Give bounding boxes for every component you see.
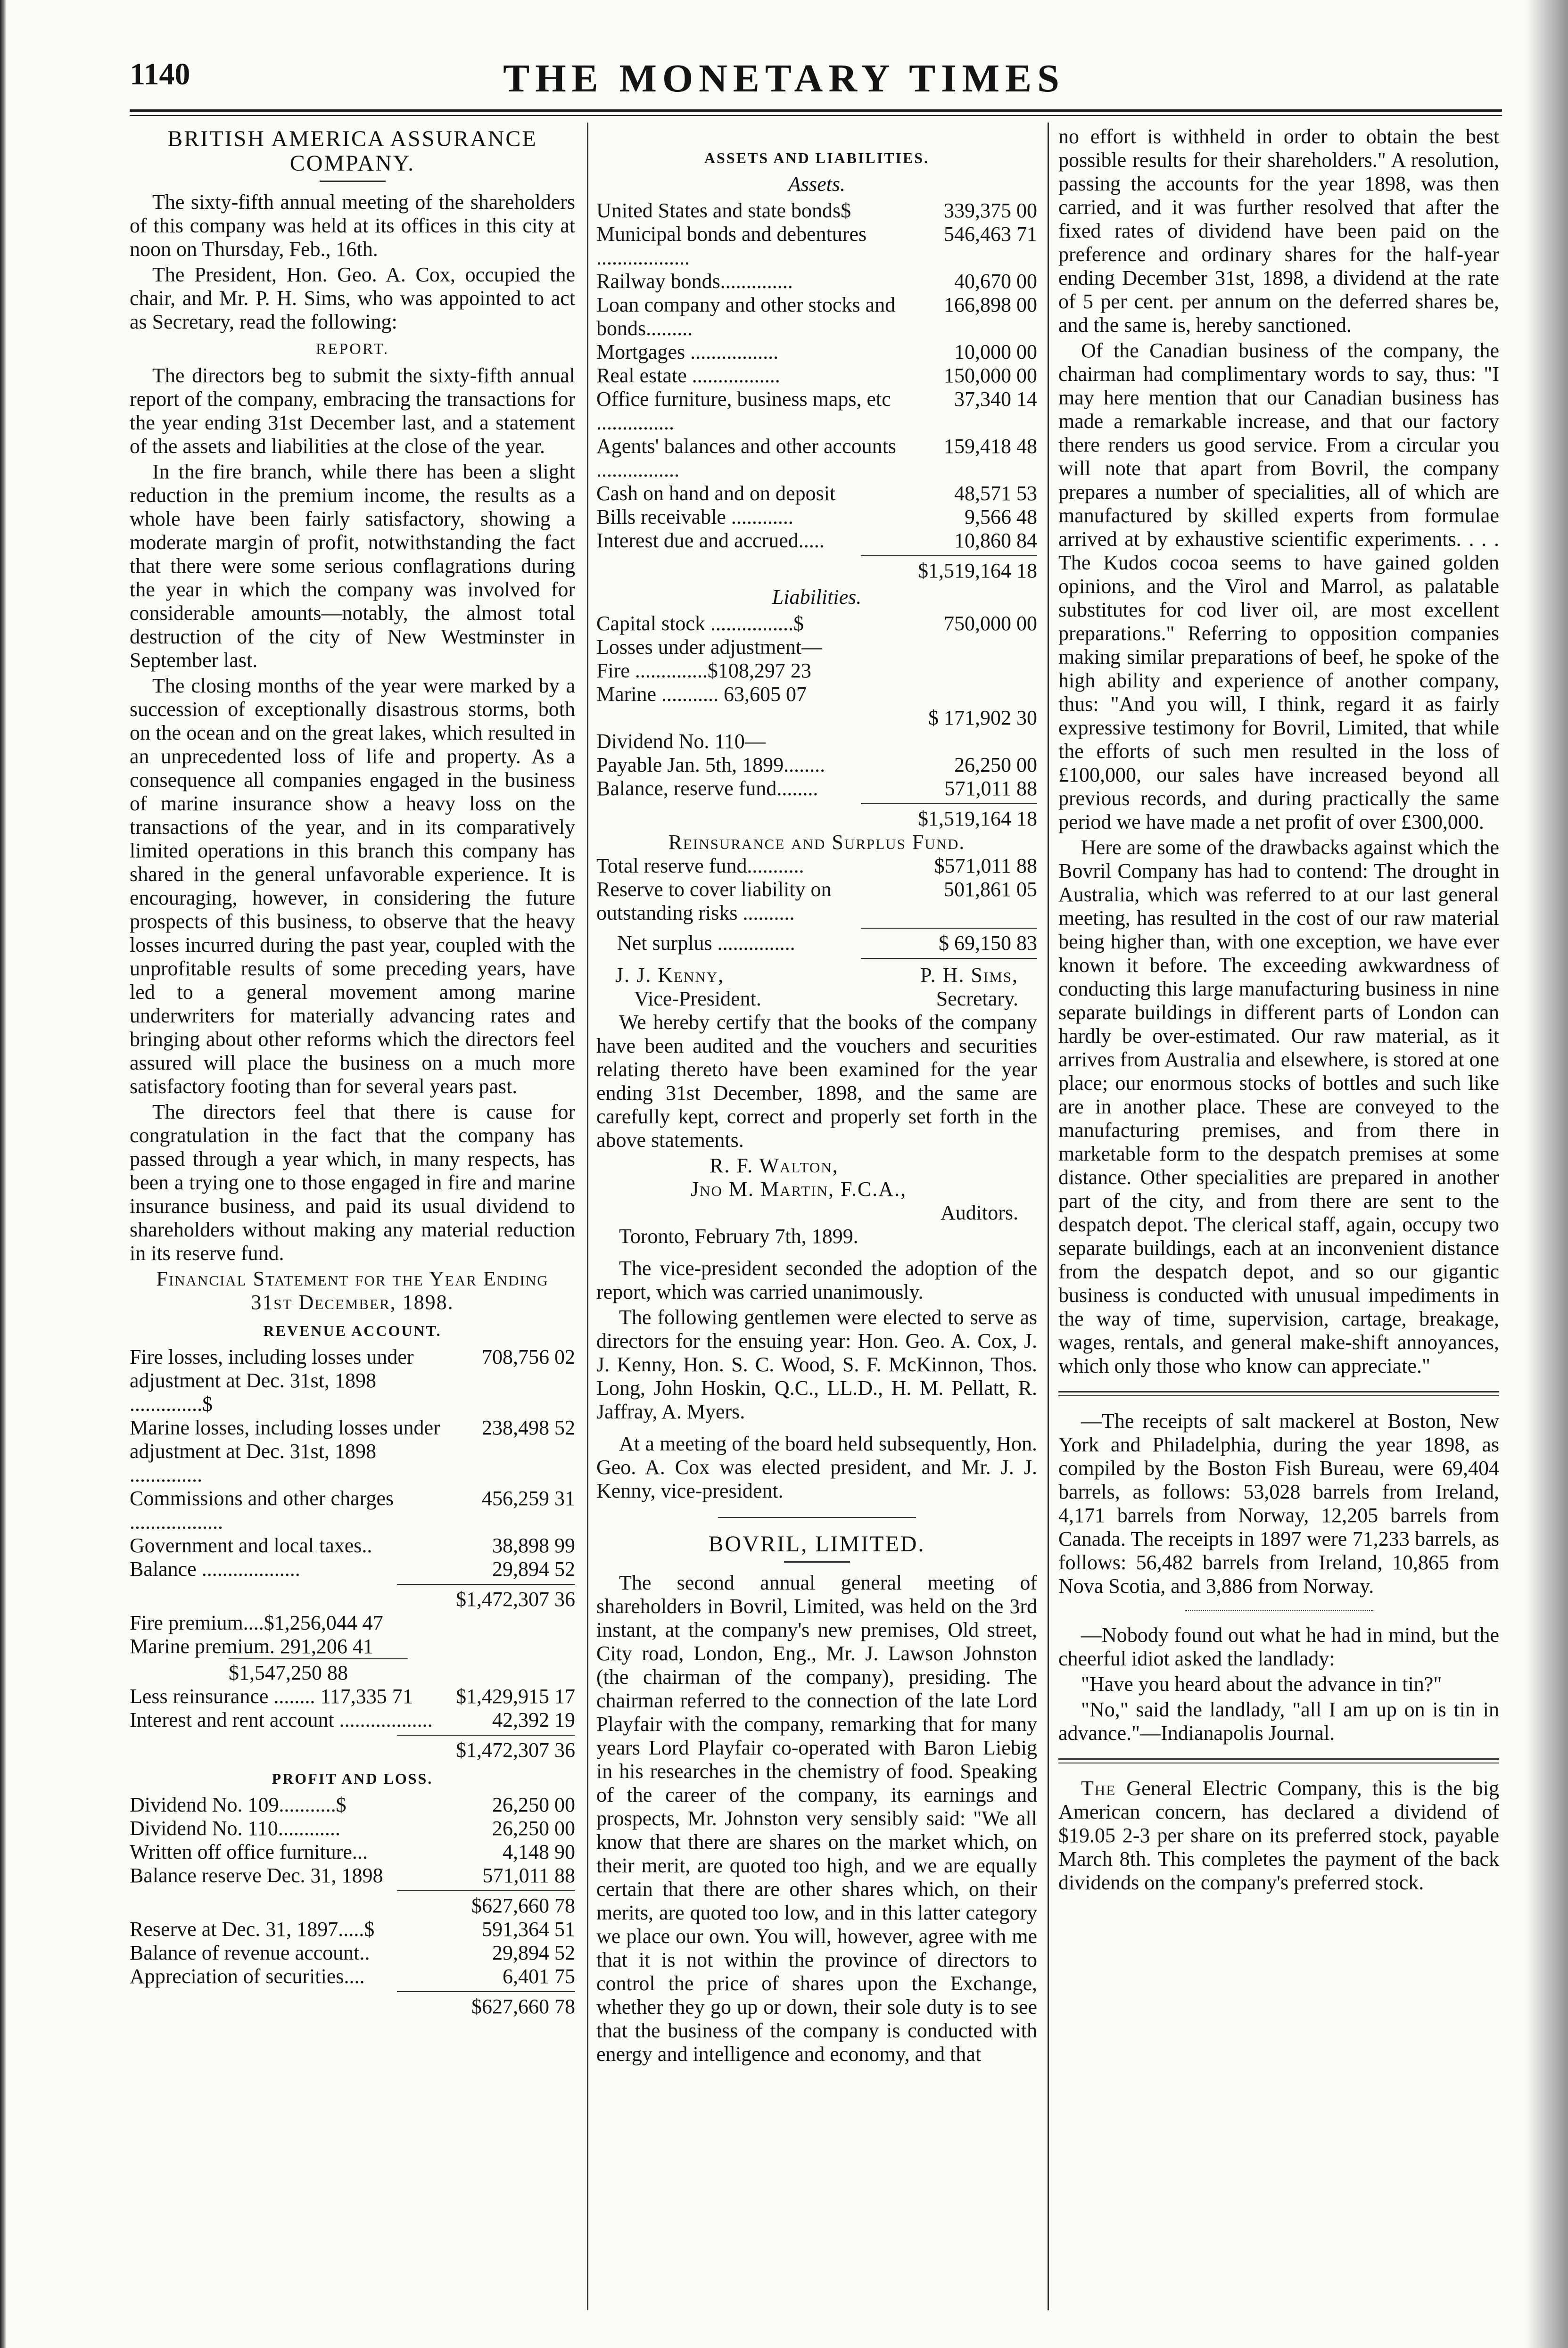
row-label: Balance ...................: [130, 1557, 300, 1581]
signatures: [596, 964, 1037, 987]
paragraph: The directors beg to submit the sixty-fifth annual report of the company, embracing the transactions for the year ending 31st December last, and a statement of the assets and liabilities at the close of the year.: [130, 364, 575, 458]
assets-table: [596, 199, 1037, 583]
paragraph: The sixty-fifth annual meeting of the shareholders of this company was held at its offices in this city at noon on Thursday, Feb., 16th.: [130, 190, 575, 261]
scan-edge: [1526, 0, 1568, 2348]
total-amount: $627,660 78: [471, 1894, 575, 1917]
paragraph: "Have you heard about the advance in tin?": [1081, 1672, 1442, 1696]
paragraph: The following gentlemen were elected to serve as directors for the ensuing year: Hon. Geo. A. Cox, J. J. Kenny, Hon. S. C. Wood, S. F. McKinnon, Thos. Long, John Hoskin, Q.C., LL.D., H. M. Pellatt, R. Jaffray, A. Myers.: [596, 1306, 1037, 1423]
total-rule: [861, 928, 1037, 929]
paragraph: Here are some of the drawbacks against which the Bovril Company has had to contend: The drought in Australia, which was referred to at our last general meeting, has resulted in the cost of our raw material being higher than, with one exception, we have ever known it before. The exceeding awkwardness of conducting this large manufacturing business in nine separate buildings in different parts of London can hardly be over-estimated. Our raw material, as it arrives from Australia and elsewhere, is stored at one place; our enormous stocks of bottles and such like are in another place. These are conveyed to the manufacturing premises, and from there in marketable form to the despatch premises at some distance. Other specialities are prepared in another part of the city, and from there are sent to the despatch depot. The clerical staff, again, occupy two separate buildings, each at an inconvenient distance from the despatch depot, and so our gigantic business is conducted with unusual impediments in the way of time, supervision, cartage, breakage, wages, rentals, and general make-shift annoyances, which only those who know can appreciate.": [1058, 836, 1499, 1377]
row-label: Reserve to cover liability on outstanding risks ..........: [596, 878, 832, 924]
row-amount: 29,894 52: [492, 1557, 575, 1581]
signatory-title: Secretary.: [936, 987, 1018, 1010]
scan-edge: [0, 0, 7, 2348]
page-number: 1140: [130, 57, 190, 91]
total-amount: $1,519,164 18: [918, 559, 1037, 582]
paragraph: "No," said the landlady, "all I am up on is tin in advance."—Indianapolis Journal.: [1058, 1698, 1499, 1745]
title-rule: [320, 181, 386, 182]
row-amount: $571,011 88: [934, 854, 1037, 877]
row-amount: 40,670 00: [954, 270, 1037, 293]
row-amount: $ 171,902 30: [928, 706, 1037, 729]
row-amount: $1,256,044 47: [264, 1611, 383, 1634]
row-label: Bills receivable ............: [596, 505, 793, 528]
row-amount: 42,392 19: [492, 1708, 575, 1731]
row-label: Balance of revenue account..: [130, 1941, 370, 1964]
row-amount: 150,000 00: [944, 364, 1037, 387]
row-label: Real estate .................: [596, 364, 780, 387]
signatory-name: J. J. Kenny,: [615, 964, 725, 987]
total-rule: [397, 1991, 575, 1992]
header-rule-thin: [130, 115, 1502, 116]
row-label: Balance, reserve fund........: [596, 777, 818, 800]
signature-titles: [596, 987, 1037, 1011]
row-label: Payable Jan. 5th, 1899........: [596, 753, 825, 776]
auditor-name: Jno M. Martin, F.C.A.,: [691, 1178, 907, 1201]
section-heading: REVENUE ACCOUNT.: [263, 1322, 442, 1339]
row-amount: 238,498 52: [482, 1416, 575, 1439]
row-amount: 26,250 00: [492, 1817, 575, 1840]
section-subheading: Assets.: [788, 173, 845, 196]
reserve-table: [596, 854, 1037, 959]
title-rule: [784, 1561, 850, 1563]
row-label: Interest and rent account ..................: [130, 1708, 433, 1731]
liabilities-table: [596, 612, 1037, 831]
paragraph: no effort is withheld in order to obtain the best possible results for their shareholders." A resolution, passing the accounts for the year 1898, was then carried, and it was further resolved that after the fixed rates of dividend have been paid on the preference and ordinary shares for the half-year ending December 31st, 1898, a dividend at the rate of 5 per cent. per annum on the deferred shares be, and the same is, hereby sanctioned.: [1058, 125, 1499, 337]
separator-rule: [718, 1517, 916, 1518]
paragraph: The second annual general meeting of shareholders in Bovril, Limited, was held on the 3rd instant, at the company's new premises, Old street, City road, London, Eng., Mr. J. Lawson Johnston (the chairman of the company), presiding. The chairman referred to the connection of the late Lord Playfair with the company, remarking that for many years Lord Playfair co-operated with Baron Liebig in his researches in the chemistry of food. Speaking of the career of the company, its earnings and prospects, Mr. Johnston very sensibly said: "We all know that there are shares on the market which, on their merit, are quoted too high, and we are equally certain that there are other shares which, on their merits, are quoted too low, and in this latter category we place our own. You will, however, agree with me that it is not within the province of directors to control the price of shares upon the Exchange, whether they go up or down, their sole duty is to see that the business of the company is conducted with energy and intelligence and economy, and that: [596, 1571, 1037, 2066]
row-label: Total reserve fund...........: [596, 854, 804, 877]
row-amount: 166,898 00: [944, 293, 1037, 316]
auditor-name: R. F. Walton,: [710, 1154, 839, 1177]
row-amount: 339,375 00: [944, 199, 1037, 222]
column-divider: [1048, 123, 1049, 2310]
section-subheading: Liabilities.: [772, 585, 862, 609]
row-label: Interest due and accrued.....: [596, 529, 825, 552]
row-amount: 291,206 41: [280, 1635, 373, 1658]
auditors-label: Auditors.: [941, 1201, 1018, 1224]
row-label: Loan company and other stocks and bonds.........: [596, 293, 896, 340]
separator-rule: [1058, 1758, 1499, 1760]
row-amount: 10,000 00: [954, 340, 1037, 363]
section-heading: REPORT.: [315, 340, 389, 358]
row-amount: $ 69,150 83: [939, 931, 1037, 955]
paragraph: The directors feel that there is cause for congratulation in the fact that the company has passed through a year which, in many respects, has been a trying one to those engaged in fire and marine insurance business, and paid its usual dividend to shareholders without making any material reduction in its reserve fund.: [130, 1100, 575, 1265]
financial-statement-title: Financial Statement for the Year Ending 31st December, 1898.: [156, 1267, 549, 1314]
row-amount: 159,418 48: [944, 435, 1037, 458]
row-amount: 37,340 14: [954, 387, 1037, 411]
paragraph-text: General Electric Company, this is the big American concern, has declared a dividend of $19.05 2-3 per share on its preferred stock, payable March 8th. This completes the payment of the back dividends on the company's preferred stock.: [1058, 1777, 1499, 1894]
row-label: Dividend No. 109...........$: [130, 1793, 347, 1816]
column-divider: [587, 123, 588, 2310]
row-label: United States and state bonds$: [596, 199, 851, 222]
total-amount: $1,519,164 18: [918, 807, 1037, 830]
row-label: Marine ........... 63,605 07: [596, 683, 807, 706]
signatory-title: Vice-President.: [634, 987, 761, 1010]
row-label: Appreciation of securities....: [130, 1965, 365, 1988]
separator-rule: [1058, 1395, 1499, 1396]
row-amount: 456,259 31: [482, 1487, 575, 1510]
row-amount: 9,566 48: [965, 505, 1037, 528]
column-2: [596, 141, 1037, 2068]
signatory-name: P. H. Sims,: [920, 964, 1018, 987]
row-label: Less reinsurance ........: [130, 1685, 315, 1708]
row-amount: 29,894 52: [492, 1941, 575, 1964]
row-amount: 38,898 99: [492, 1534, 575, 1557]
row-label: Office furniture, business maps, etc ...............: [596, 387, 891, 434]
total-amount: $1,472,307 36: [456, 1738, 575, 1762]
row-label: Commissions and other charges ..................: [130, 1487, 394, 1533]
row-label: Capital stock ................$: [596, 612, 804, 635]
row-label: Losses under adjustment—: [596, 635, 823, 659]
total-rule: [861, 803, 1037, 804]
profit-loss-table: [130, 1793, 575, 2018]
row-label: Railway bonds..............: [596, 270, 793, 293]
row-amount: 591,364 51: [482, 1918, 575, 1941]
row-label: Mortgages .................: [596, 340, 779, 363]
row-amount: 10,860 84: [954, 529, 1037, 552]
header-rule: [130, 109, 1502, 112]
row-label: Municipal bonds and debentures ..................: [596, 222, 867, 269]
section-heading: PROFIT AND LOSS.: [272, 1770, 433, 1787]
row-label: Fire premium....: [130, 1611, 264, 1634]
paragraph: We hereby certify that the books of the company have been audited and the vouchers and securities relating thereto have been examined for the year ending 31st December, 1898, and the same are carefully kept, correct and properly set forth in the above statements.: [596, 1011, 1037, 1152]
separator-rule: [1058, 1391, 1499, 1392]
row-amount: 750,000 00: [944, 612, 1037, 635]
revenue-table: [130, 1345, 575, 1762]
total-rule: [397, 1735, 575, 1736]
separator-rule: [1185, 1610, 1373, 1611]
row-label: Government and local taxes..: [130, 1534, 372, 1557]
paragraph: In the fire branch, while there has been a slight reduction in the premium income, the results as a whole have been fairly satisfactory, showing a moderate margin of profit, notwithstanding the fact that there were some serious conflagrations during the year in which the company was involved for considerable amounts—notably, the almost total destruction of the city of New Westminster in September last.: [130, 460, 575, 672]
row-amount: 4,148 90: [503, 1840, 575, 1863]
row-label: Marine losses, including losses under adjustment at Dec. 31st, 1898 ..............: [130, 1416, 440, 1486]
column-3: [1058, 125, 1499, 1896]
total-amount: $627,660 78: [471, 1995, 575, 2018]
total-rule: [397, 1890, 575, 1891]
section-heading: Reinsurance and Surplus Fund.: [668, 831, 966, 854]
row-amount: 708,756 02: [482, 1345, 575, 1368]
row-label: Fire ..............$108,297 23: [596, 659, 811, 682]
row-label: Written off office furniture...: [130, 1840, 368, 1863]
paragraph: The closing months of the year were marked by a succession of exceptionally disastrous storms, both on the ocean and on the great lakes, which resulted in an unprecedented loss of life and property. As a consequence all companies engaged in the business of marine insurance show a heavy loss on the transactions of the year, and in its comparatively limited operations in this branch this company has shared in the general unfavorable experience. It is encouraging, however, in considering the future prospects of this business, to observe that the heavy losses incurred during the past year, coupled with the unprofitable results of some preceding years, have led to a general movement among marine underwriters for materially advancing rates and bringing about other reforms which the directors feel assured will place the business on a much more satisfactory footing than for several years past.: [130, 674, 575, 1098]
total-amount: $1,472,307 36: [456, 1588, 575, 1611]
row-amount: 117,335 71: [320, 1685, 413, 1708]
masthead: THE MONETARY TIMES: [503, 57, 1065, 100]
row-label: Marine premium.: [130, 1635, 275, 1658]
paragraph: —Nobody found out what he had in mind, but the cheerful idiot asked the landlady:: [1058, 1623, 1499, 1670]
row-amount: 546,463 71: [944, 222, 1037, 246]
dateline: Toronto, February 7th, 1899.: [619, 1225, 858, 1248]
row-amount: 6,401 75: [503, 1965, 575, 1988]
paragraph: —The receipts of salt mackerel at Boston, New York and Philadelphia, during the year 1898, as compiled by the Boston Fish Bureau, were 69,404 barrels, as follows: 53,028 barrels from Ireland, 4,171 barrels from Norway, 12,205 barrels from Canada. The receipts in 1897 were 71,233 barrels, as follows: 56,482 barrels from Ireland, 10,865 from Nova Scotia, and 3,886 from Norway.: [1058, 1409, 1499, 1598]
article-title: BRITISH AMERICA ASSURANCE COMPANY.: [167, 126, 537, 176]
total-rule: [861, 958, 1037, 959]
row-label: Net surplus ...............: [617, 931, 795, 955]
paragraph: At a meeting of the board held subsequently, Hon. Geo. A. Cox was elected president, and Mr. J. J. Kenny, vice-president.: [596, 1432, 1037, 1502]
row-amount: 571,011 88: [944, 777, 1037, 800]
row-label: Cash on hand and on deposit: [596, 482, 836, 505]
row-label: Reserve at Dec. 31, 1897.....$: [130, 1918, 375, 1941]
paragraph: [1058, 1777, 1499, 1895]
row-amount: 48,571 53: [954, 482, 1037, 505]
paragraph: The vice-president seconded the adoption of the report, which was carried unanimously.: [596, 1257, 1037, 1303]
row-label: Dividend No. 110—: [596, 730, 766, 753]
row-amount: 571,011 88: [482, 1864, 575, 1887]
column-1: [130, 125, 575, 2018]
row-label: Agents' balances and other accounts ................: [596, 435, 896, 481]
paragraph: The President, Hon. Geo. A. Cox, occupied the chair, and Mr. P. H. Sims, who was appointed to act as Secretary, read the following:: [130, 263, 575, 333]
total-rule: [397, 1584, 575, 1585]
article-title: BOVRIL, LIMITED.: [708, 1532, 925, 1557]
lead-word: The: [1081, 1777, 1116, 1800]
section-heading: ASSETS AND LIABILITIES.: [704, 149, 930, 166]
row-label: Dividend No. 110............: [130, 1817, 340, 1840]
total-rule: [861, 555, 1037, 556]
row-amount: 26,250 00: [954, 753, 1037, 776]
row-label: Balance reserve Dec. 31, 1898: [130, 1864, 383, 1887]
row-label: Fire losses, including losses under adjustment at Dec. 31st, 1898 ..............$: [130, 1345, 414, 1416]
net-premium-amount: $1,429,915 17: [456, 1685, 575, 1708]
row-amount: 501,861 05: [944, 878, 1037, 901]
row-amount: 26,250 00: [492, 1793, 575, 1816]
subtotal-amount: $1,547,250 88: [229, 1658, 408, 1685]
paragraph: Of the Canadian business of the company, the chairman had complimentary words to say, thus: "I may here mention that our Canadian business has made a remarkable increase, and that our factory there renders us good service. From a circular you will note that apart from Bovril, the company prepares a number of specialities, all of which are manufactured by skilled experts from formulae arrived at by exhaustive scientific experiments. . . . The Kudos cocoa seems to have gained golden opinions, and the Virol and Marrol, as palatable substitutes for cod liver oil, are most excellent preparations." Referring to opposition companies making similar preparations of beef, he spoke of the high ability and experience of another company, thus: "And you will, I think, regard it as fairly expressive testimony for Bovril, Limited, that while the efforts of such men resulted in the loss of £100,000, our sales have increased beyond all previous records, and during practically the same period we have made a net profit of over £300,000.: [1058, 339, 1499, 833]
